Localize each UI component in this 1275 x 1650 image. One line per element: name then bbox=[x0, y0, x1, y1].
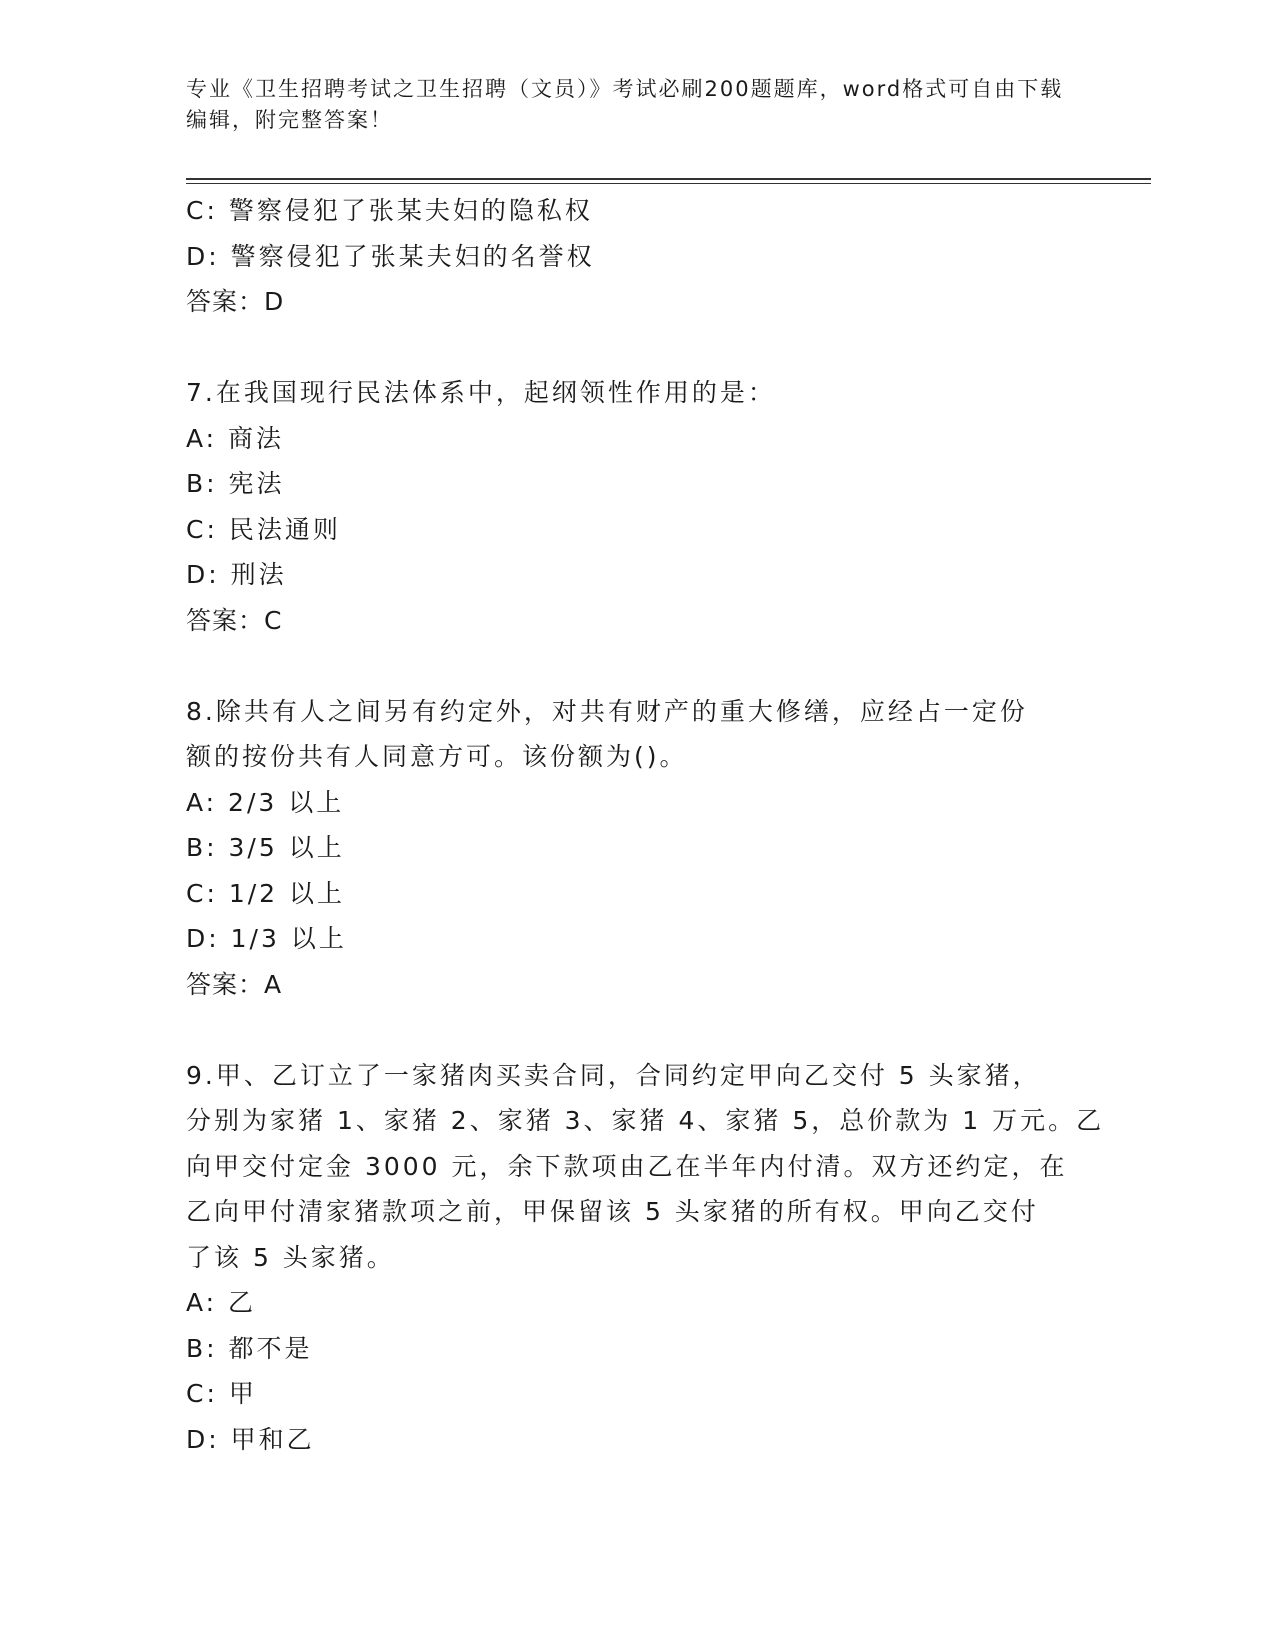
option-text: 1/2 以上 bbox=[228, 878, 346, 908]
question-block bbox=[186, 689, 1086, 1008]
option-text: 刑法 bbox=[230, 560, 287, 589]
document-header: 专业《卫生招聘考试之卫生招聘（文员）》考试必刷200题题库，word格式可自由下载编辑，附完整答案！ bbox=[186, 77, 1064, 132]
option-b bbox=[186, 825, 1086, 871]
option-letter: A: bbox=[186, 423, 218, 453]
option-c bbox=[186, 188, 1086, 234]
option-letter: B: bbox=[186, 469, 218, 498]
option-text: 民法通则 bbox=[228, 514, 341, 544]
option-b bbox=[186, 461, 1086, 507]
option-a bbox=[186, 416, 1086, 462]
question-text: 乙向甲付清家猪款项之前，甲保留该 5 头家猪的所有权。甲向乙交付 bbox=[186, 1197, 1039, 1226]
option-text: 宪法 bbox=[228, 469, 285, 498]
option-letter: C: bbox=[186, 1379, 218, 1408]
question-text: 8.除共有人之间另有约定外，对共有财产的重大修缮，应经占一定份 bbox=[186, 696, 1028, 726]
option-letter: D: bbox=[186, 924, 220, 953]
question-text: 额的按份共有人同意方可。该份额为()。 bbox=[186, 742, 688, 771]
option-letter: A: bbox=[186, 787, 218, 817]
option-letter: C: bbox=[186, 196, 218, 225]
option-text: 甲和乙 bbox=[230, 1424, 315, 1454]
question-text: 分别为家猪 1、家猪 2、家猪 3、家猪 4、家猪 5，总价款为 1 万元。乙 bbox=[186, 1106, 1105, 1135]
option-d bbox=[186, 234, 1086, 280]
option-letter: B: bbox=[186, 833, 218, 862]
option-a bbox=[186, 1280, 1086, 1326]
answer-line: 答案：A bbox=[186, 969, 283, 999]
option-d bbox=[186, 552, 1086, 598]
answer-line: 答案：D bbox=[186, 287, 285, 316]
question-block bbox=[186, 1053, 1105, 1463]
option-letter: B: bbox=[186, 1333, 218, 1363]
option-c bbox=[186, 871, 1086, 917]
question-text: 9.甲、乙订立了一家猪肉买卖合同，合同约定甲向乙交付 5 头家猪， bbox=[186, 1060, 1041, 1090]
option-letter: C: bbox=[186, 878, 218, 908]
option-letter: D: bbox=[186, 560, 220, 589]
option-letter: A: bbox=[186, 1288, 218, 1317]
option-a bbox=[186, 780, 1086, 826]
option-text: 都不是 bbox=[228, 1333, 313, 1363]
option-text: 警察侵犯了张某夫妇的隐私权 bbox=[228, 196, 593, 225]
question-text: 向甲交付定金 3000 元，余下款项由乙在半年内付清。双方还约定，在 bbox=[186, 1151, 1068, 1181]
option-c bbox=[186, 1371, 1086, 1417]
header-divider-thin bbox=[186, 183, 1151, 184]
option-text: 3/5 以上 bbox=[228, 833, 345, 862]
option-text: 1/3 以上 bbox=[230, 924, 347, 953]
question-text: 7.在我国现行民法体系中，起纲领性作用的是： bbox=[186, 378, 776, 407]
option-d bbox=[186, 916, 1086, 962]
question-text: 了该 5 头家猪。 bbox=[186, 1242, 395, 1272]
header-divider-thick bbox=[186, 178, 1151, 180]
option-text: 乙 bbox=[228, 1288, 257, 1317]
option-text: 2/3 以上 bbox=[228, 787, 345, 817]
answer-line: 答案：C bbox=[186, 605, 283, 635]
option-text: 商法 bbox=[228, 423, 285, 453]
option-text: 甲 bbox=[228, 1379, 257, 1408]
option-b bbox=[186, 1326, 1086, 1372]
option-letter: D: bbox=[186, 241, 220, 271]
question-block bbox=[186, 370, 1086, 643]
option-c bbox=[186, 507, 1086, 553]
spacer bbox=[186, 325, 1086, 371]
option-letter: C: bbox=[186, 514, 218, 544]
spacer bbox=[186, 1007, 1086, 1053]
question-content bbox=[186, 188, 1105, 1462]
option-text: 警察侵犯了张某夫妇的名誉权 bbox=[230, 241, 595, 271]
spacer bbox=[186, 643, 1086, 689]
option-letter: D: bbox=[186, 1424, 220, 1454]
option-d bbox=[186, 1417, 1086, 1463]
